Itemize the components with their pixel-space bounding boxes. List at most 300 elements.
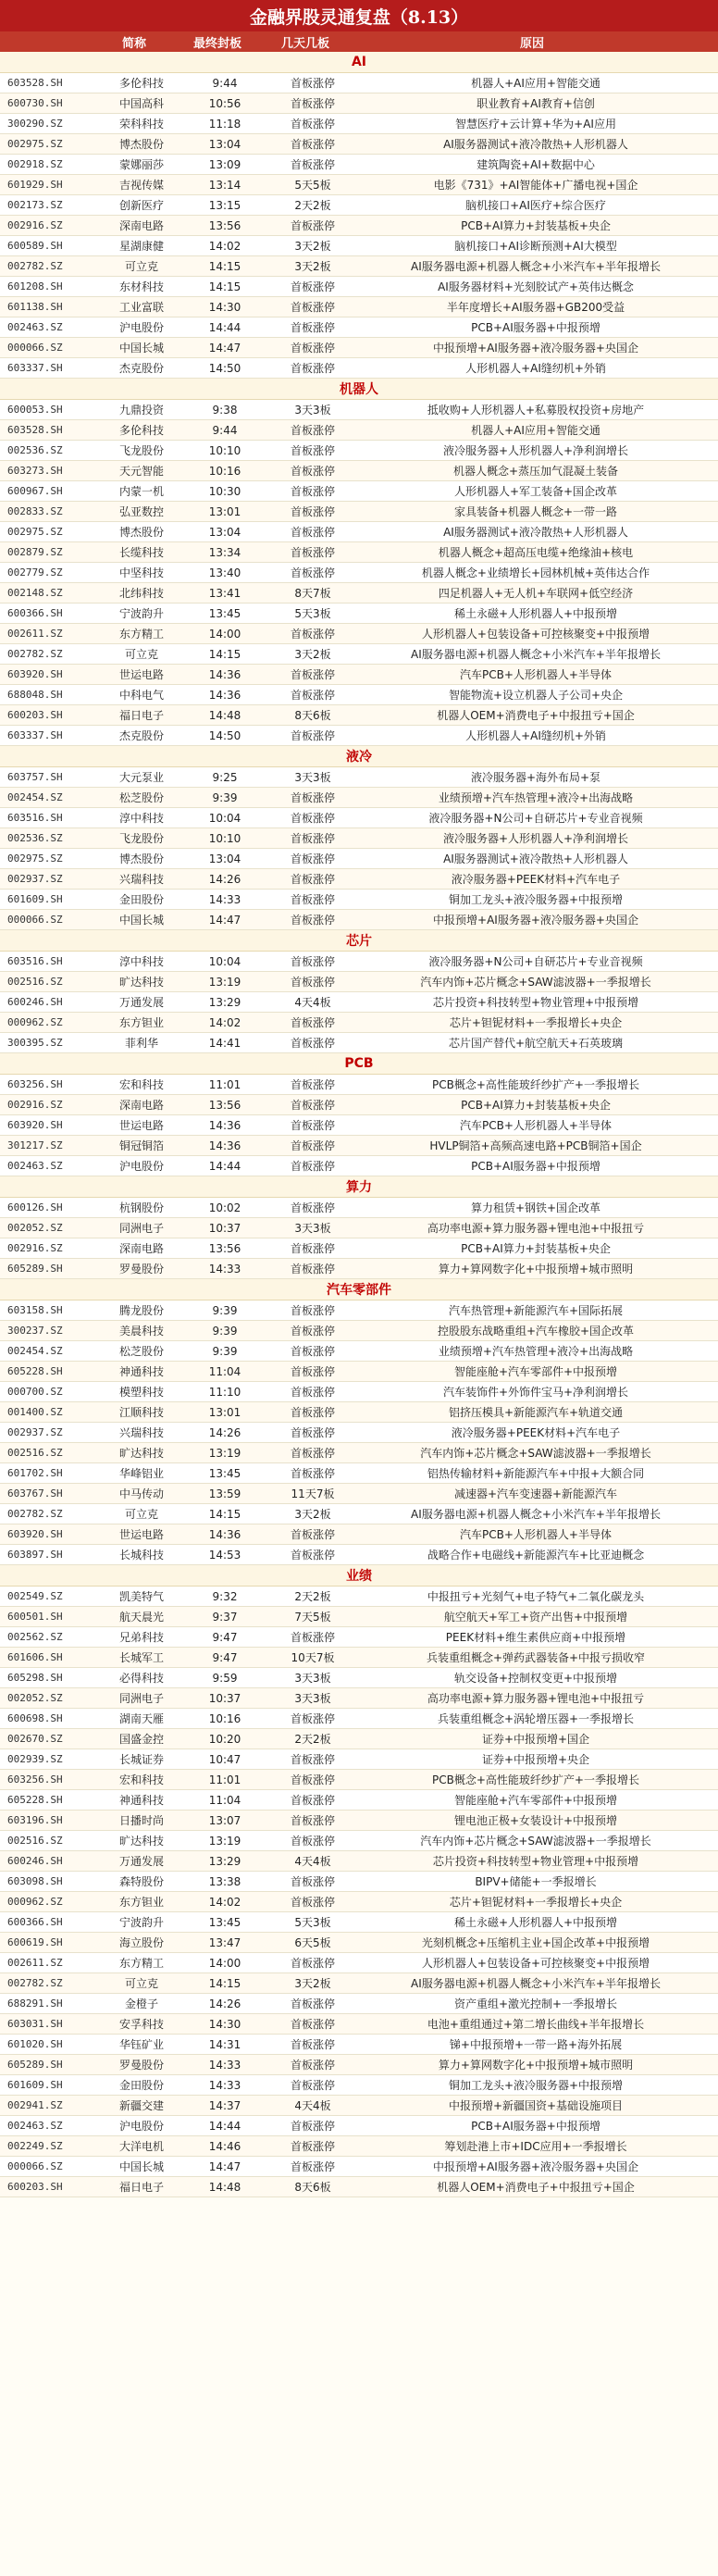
limit-time-cell: 13:45 [208,606,241,620]
stock-name-cell: 中国高科 [118,97,164,110]
board-count-cell: 首板涨停 [290,1325,335,1338]
reason-cell: 液冷服务器+N公司+自研芯片+专业音视频 [428,955,643,968]
table-row [0,195,718,216]
table-row [0,665,718,685]
reason-cell: 四足机器人+无人机+车联网+低空经济 [438,587,634,600]
table-row [0,317,718,338]
table-row [0,2035,718,2055]
limit-time-cell: 13:29 [208,1854,241,1868]
reason-cell: 稀土永磁+人形机器人+中报预增 [453,1916,618,1929]
board-count-cell: 首板涨停 [290,505,335,518]
board-count-cell: 8天7板 [294,587,331,600]
limit-time-cell: 11:10 [208,1385,241,1399]
board-count-cell: 2天2板 [294,1590,331,1603]
stock-code-cell: 601609.SH [7,893,63,905]
stock-name-cell: 中坚科技 [118,566,164,579]
limit-time-cell: 13:56 [208,218,241,232]
stock-code-cell: 000066.SZ [7,2160,63,2172]
reason-cell: 中报扭亏+光刻气+电子特气+二氧化碳龙头 [427,1590,645,1603]
page-title: 金融界股灵通复盘（8.13） [0,0,718,31]
board-count-cell: 首板涨停 [290,1528,335,1541]
board-count-cell: 首板涨停 [290,1814,335,1827]
stock-name-cell: 旷达科技 [118,976,164,989]
limit-time-cell: 11:18 [208,117,241,131]
table-row [0,583,718,604]
table-row [0,788,718,808]
reason-cell: 液冷服务器+人形机器人+净利润增长 [442,832,629,845]
table-row [0,1198,718,1218]
stock-name-cell: 中马传动 [118,1487,164,1500]
board-count-cell: 首板涨停 [290,444,335,457]
table-row [0,1341,718,1362]
limit-time-cell: 13:40 [208,566,241,579]
limit-time-cell: 13:04 [208,525,241,539]
stock-name-cell: 创新医疗 [118,199,164,212]
table-row [0,481,718,502]
stock-name-cell: 兄弟科技 [118,1631,164,1644]
limit-time-cell: 14:02 [208,1015,241,1029]
board-count-cell: 首板涨停 [290,77,335,90]
reason-cell: 汽车内饰+芯片概念+SAW滤波器+一季报增长 [420,976,651,989]
limit-time-cell: 10:10 [208,443,241,457]
section-body [0,1300,718,1565]
reason-cell: 芯片投资+科技转型+物业管理+中报预增 [432,1855,639,1868]
board-count-cell: 首板涨停 [290,955,335,968]
table-row [0,1300,718,1321]
table-row [0,1973,718,1994]
board-count-cell: 5天3板 [294,1916,331,1929]
stock-name-cell: 东方钽业 [118,1896,164,1909]
limit-time-cell: 10:37 [208,1691,241,1705]
board-count-cell: 5天5板 [294,179,331,192]
table-row [0,1851,718,1872]
stock-code-cell: 603516.SH [7,812,63,824]
stock-code-cell: 002173.SZ [7,199,63,211]
stock-code-cell: 000066.SZ [7,342,63,354]
table-row [0,1524,718,1545]
limit-time-cell: 10:16 [208,464,241,478]
stock-name-cell: 宏和科技 [118,1773,164,1786]
section-title: 芯片 [0,930,718,952]
board-count-cell: 3天3板 [294,1222,331,1235]
reason-cell: 职业教育+AI教育+信创 [477,97,595,110]
stock-name-cell: 同洲电子 [118,1222,164,1235]
stock-name-cell: 旷达科技 [118,1447,164,1460]
limit-time-cell: 14:30 [208,2017,241,2031]
board-count-cell: 首板涨停 [290,219,335,232]
stock-name-cell: 必得科技 [118,1672,164,1685]
limit-time-cell: 14:30 [208,300,241,314]
stock-code-cell: 603256.SH [7,1773,63,1786]
stock-code-cell: 002549.SZ [7,1590,63,1602]
stock-name-cell: 金橙子 [124,1997,158,2010]
board-count-cell: 首板涨停 [290,2140,335,2153]
limit-time-cell: 10:30 [208,484,241,498]
limit-time-cell: 14:37 [208,2098,241,2112]
section-body [0,1587,718,2197]
stock-name-cell: 金田股份 [118,2079,164,2092]
reason-cell: 脑机接口+AI诊断预测+AI大模型 [454,240,617,253]
board-count-cell: 首板涨停 [290,1016,335,1029]
table-row [0,644,718,665]
column-header-time: 最终封板 [192,36,241,51]
limit-time-cell: 14:26 [208,872,241,886]
table-row [0,563,718,583]
table-row [0,542,718,563]
stock-code-cell: 002918.SZ [7,158,63,170]
section-title: PCB [0,1053,718,1075]
stock-code-cell: 605289.SH [7,1263,63,1275]
table-row [0,1545,718,1565]
stock-name-cell: 可立克 [124,260,158,273]
limit-time-cell: 9:39 [212,1344,238,1358]
stock-code-cell: 002975.SZ [7,138,63,150]
stock-name-cell: 深南电路 [118,1242,164,1255]
table-row [0,1912,718,1933]
board-count-cell: 10天7板 [291,1651,335,1664]
table-row [0,2116,718,2136]
reason-cell: 战略合作+电磁线+新能源汽车+比亚迪概念 [427,1549,645,1562]
section-body [0,767,718,930]
table-row [0,1321,718,1341]
table-row [0,236,718,256]
table-row [0,1892,718,1912]
reason-cell: 汽车PCB+人形机器人+半导体 [460,1528,612,1541]
reason-cell: 铝热传输材料+新能源汽车+中报+大额合同 [427,1467,645,1480]
reason-cell: 中报预增+AI服务器+液冷服务器+央国企 [433,914,638,927]
board-count-cell: 首板涨停 [290,1099,335,1112]
limit-time-cell: 13:15 [208,198,241,212]
limit-time-cell: 14:53 [208,1548,241,1562]
reason-cell: 芯片+钽铌材料+一季报增长+央企 [449,1016,623,1029]
stock-code-cell: 002779.SZ [7,566,63,579]
stock-code-cell: 002916.SZ [7,1242,63,1254]
table-row [0,808,718,828]
board-count-cell: 首板涨停 [290,465,335,478]
limit-time-cell: 11:04 [208,1793,241,1807]
board-count-cell: 首板涨停 [290,668,335,681]
reason-cell: 液冷服务器+PEEK材料+汽车电子 [451,1426,621,1439]
reason-cell: 光刻机概念+压缩机主业+国企改革+中报预增 [421,1936,650,1949]
table-row [0,1668,718,1688]
stock-code-cell: 002052.SZ [7,1692,63,1704]
table-row [0,1443,718,1463]
stock-name-cell: 宁波韵升 [118,1916,164,1929]
reason-cell: 算力租赁+钢铁+国企改革 [470,1201,601,1214]
column-header-name: 简称 [121,36,146,51]
board-count-cell: 首板涨停 [290,1794,335,1807]
table-row [0,1953,718,1973]
stock-code-cell: 600619.SH [7,1936,63,1948]
board-count-cell: 3天2板 [294,648,331,661]
stock-name-cell: 森特股份 [118,1875,164,1888]
limit-time-cell: 9:39 [212,1324,238,1338]
board-count-cell: 首板涨停 [290,158,335,171]
stock-name-cell: 长城证券 [118,1753,164,1766]
stock-code-cell: 300395.SZ [7,1037,63,1049]
reason-cell: 液冷服务器+PEEK材料+汽车电子 [451,873,621,886]
stock-name-cell: 东方精工 [118,1957,164,1970]
reason-cell: 芯片国产替代+航空航天+石英玻璃 [448,1037,624,1050]
board-count-cell: 2天2板 [294,199,331,212]
reason-cell: 芯片投资+科技转型+物业管理+中报预增 [432,996,639,1009]
stock-name-cell: 东材科技 [118,280,164,293]
limit-time-cell: 14:02 [208,1895,241,1909]
section-title: 业绩 [0,1565,718,1587]
board-count-cell: 首板涨停 [290,485,335,498]
table-row [0,972,718,992]
limit-time-cell: 11:01 [208,1773,241,1786]
board-count-cell: 首板涨停 [290,1426,335,1439]
board-count-cell: 7天5板 [294,1611,331,1624]
reason-cell: 证券+中报预增+央企 [481,1753,590,1766]
reason-cell: AI服务器电源+机器人概念+小米汽车+半年报增长 [411,260,661,273]
reason-cell: 中报预增+AI服务器+液冷服务器+央国企 [433,342,638,355]
table-row [0,1709,718,1729]
stock-code-cell: 601138.SH [7,301,63,313]
stock-name-cell: 可立克 [124,1977,158,1990]
limit-time-cell: 10:02 [208,1201,241,1214]
board-count-cell: 4天4板 [294,1855,331,1868]
reason-cell: 人形机器人+包装设备+可控核聚变+中报预增 [421,628,650,641]
stock-code-cell: 605228.SH [7,1365,63,1377]
table-row [0,297,718,317]
table-row [0,1811,718,1831]
stock-code-cell: 002833.SZ [7,505,63,517]
stock-name-cell: 宁波韵升 [118,607,164,620]
reason-cell: AI服务器测试+液冷散热+人形机器人 [443,526,628,539]
board-count-cell: 首板涨停 [290,914,335,927]
reason-cell: 中报预增+新疆国资+基础设施项目 [448,2099,624,2112]
table-row [0,114,718,134]
table-row [0,441,718,461]
stock-name-cell: 菲利华 [124,1037,158,1050]
board-count-cell: 首板涨停 [290,1835,335,1848]
reason-cell: PCB+AI算力+封装基板+央企 [461,1242,611,1255]
stock-name-cell: 华钰矿业 [118,2038,164,2051]
reason-cell: 半年度增长+AI服务器+GB200受益 [446,301,625,314]
stock-code-cell: 603256.SH [7,1078,63,1090]
board-count-cell: 4天4板 [294,2099,331,2112]
board-count-cell: 3天2板 [294,1977,331,1990]
table-row [0,1156,718,1176]
section-title: 液冷 [0,746,718,767]
table-row [0,1218,718,1238]
section-title: 算力 [0,1176,718,1198]
table-row [0,1790,718,1811]
reason-cell: 汽车PCB+人形机器人+半导体 [460,1119,612,1132]
section-title: 机器人 [0,379,718,400]
stock-name-cell: 罗曼股份 [118,1263,164,1276]
board-count-cell: 首板涨停 [290,342,335,355]
board-count-cell: 首板涨停 [290,1304,335,1317]
limit-time-cell: 10:04 [208,954,241,968]
limit-time-cell: 14:36 [208,667,241,681]
reason-cell: 机器人+AI应用+智能交通 [471,424,600,437]
reason-cell: 人形机器人+AI缝纫机+外销 [465,362,606,375]
reason-cell: PCB概念+高性能玻纤纱扩产+一季报增长 [432,1078,639,1091]
board-count-cell: 首板涨停 [290,1160,335,1173]
stock-name-cell: 九鼎投资 [118,404,164,417]
board-count-cell: 首板涨停 [290,2038,335,2051]
stock-name-cell: 工业富联 [118,301,164,314]
table-row [0,1994,718,2014]
limit-time-cell: 13:29 [208,995,241,1009]
board-count-cell: 首板涨停 [290,1467,335,1480]
section-body [0,400,718,746]
table-row [0,338,718,358]
reason-cell: 汽车热管理+新能源汽车+国际拓展 [448,1304,624,1317]
reason-cell: 轨交设备+控制权变更+中报预增 [453,1672,618,1685]
reason-cell: 电池+重组通过+第二增长曲线+半年报增长 [427,2018,645,2031]
limit-time-cell: 13:14 [208,178,241,192]
reason-cell: BIPV+储能+一季报增长 [475,1875,597,1888]
stock-name-cell: 内蒙一机 [118,485,164,498]
stock-name-cell: 华峰铝业 [118,1467,164,1480]
board-count-cell: 首板涨停 [290,1365,335,1378]
stock-name-cell: 中科电气 [118,689,164,702]
board-count-cell: 首板涨停 [290,2160,335,2173]
column-header-board: 几天几板 [280,36,329,51]
reason-cell: 家具装备+机器人概念+一带一路 [453,505,618,518]
table-row [0,400,718,420]
reason-cell: HVLP铜箔+高频高速电路+PCB铜箔+国企 [429,1139,642,1152]
limit-time-cell: 9:25 [212,770,238,784]
stock-name-cell: 星湖康健 [118,240,164,253]
limit-time-cell: 14:48 [208,2180,241,2194]
board-count-cell: 3天3板 [294,404,331,417]
limit-time-cell: 14:50 [208,728,241,742]
stock-name-cell: 松芝股份 [118,1345,164,1358]
stock-code-cell: 002975.SZ [7,852,63,865]
reason-cell: 高功率电源+算力服务器+锂电池+中报扭亏 [427,1222,645,1235]
stock-code-cell: 002916.SZ [7,219,63,231]
reason-cell: 智慧医疗+云计算+华为+AI应用 [455,118,616,131]
limit-time-cell: 14:15 [208,1507,241,1521]
limit-time-cell: 11:04 [208,1364,241,1378]
stock-name-cell: 天元智能 [118,465,164,478]
section-body [0,952,718,1053]
stock-name-cell: 日播时尚 [118,1814,164,1827]
board-count-cell: 首板涨停 [290,791,335,804]
limit-time-cell: 14:02 [208,239,241,253]
limit-time-cell: 14:44 [208,2119,241,2133]
stock-code-cell: 002975.SZ [7,526,63,538]
stock-code-cell: 603273.SH [7,465,63,477]
reason-cell: PCB+AI服务器+中报预增 [471,2120,600,2133]
limit-time-cell: 14:36 [208,1527,241,1541]
stock-name-cell: 同洲电子 [118,1692,164,1705]
stock-code-cell: 002941.SZ [7,2099,63,2111]
board-count-cell: 首板涨停 [290,138,335,151]
stock-name-cell: 凯美特气 [118,1590,164,1603]
stock-name-cell: 杭钢股份 [118,1201,164,1214]
table-row [0,1095,718,1115]
reason-cell: 航空航天+军工+资产出售+中报预增 [443,1611,628,1624]
reason-cell: 汽车装饰件+外饰件宝马+净利润增长 [442,1386,629,1399]
reason-cell: 铜加工龙头+液冷服务器+中报预增 [448,893,624,906]
stock-code-cell: 603920.SH [7,1119,63,1131]
table-row [0,726,718,746]
table-row [0,2157,718,2177]
stock-name-cell: 兴瑞科技 [118,873,164,886]
stock-code-cell: 603337.SH [7,362,63,374]
limit-time-cell: 14:15 [208,280,241,293]
stock-code-cell: 000700.SZ [7,1386,63,1398]
board-count-cell: 首板涨停 [290,2079,335,2092]
limit-time-cell: 14:47 [208,341,241,355]
stock-name-cell: 湖南天雁 [118,1712,164,1725]
table-row [0,910,718,930]
reason-cell: 机器人OEM+消费电子+中报扭亏+国企 [437,2181,635,2194]
board-count-cell: 2天2板 [294,1733,331,1746]
stock-name-cell: 安孚科技 [118,2018,164,2031]
section-title: 汽车零部件 [0,1279,718,1300]
section-body [0,73,718,379]
stock-code-cell: 002536.SZ [7,832,63,844]
board-count-cell: 首板涨停 [290,1037,335,1050]
board-count-cell: 3天3板 [294,1692,331,1705]
stock-name-cell: 多伦科技 [118,424,164,437]
limit-time-cell: 13:09 [208,157,241,171]
board-count-cell: 3天3板 [294,1672,331,1685]
stock-name-cell: 模塑科技 [118,1386,164,1399]
board-count-cell: 首板涨停 [290,729,335,742]
stock-name-cell: 松芝股份 [118,791,164,804]
limit-time-cell: 14:47 [208,2159,241,2173]
table-row [0,890,718,910]
limit-time-cell: 13:07 [208,1813,241,1827]
stock-name-cell: 长缆科技 [118,546,164,559]
limit-time-cell: 9:39 [212,1303,238,1317]
stock-code-cell: 688291.SH [7,1997,63,2010]
board-count-cell: 首板涨停 [290,118,335,131]
reason-cell: 机器人OEM+消费电子+中报扭亏+国企 [437,709,635,722]
stock-code-cell: 600053.SH [7,404,63,416]
reason-cell: AI服务器电源+机器人概念+小米汽车+半年报增长 [411,1508,661,1521]
reason-cell: 人形机器人+AI缝纫机+外销 [465,729,606,742]
table-row [0,1688,718,1709]
table-row [0,1484,718,1504]
board-count-cell: 首板涨停 [290,832,335,845]
table-row [0,358,718,379]
limit-time-cell: 14:26 [208,1997,241,2010]
stock-name-cell: 东方精工 [118,628,164,641]
table-row [0,1115,718,1136]
stock-code-cell: 600501.SH [7,1611,63,1623]
board-count-cell: 首板涨停 [290,1078,335,1091]
limit-time-cell: 10:47 [208,1752,241,1766]
stock-code-cell: 601929.SH [7,179,63,191]
reason-cell: 脑机接口+AI医疗+综合医疗 [465,199,606,212]
reason-cell: 锂电池正极+女装设计+中报预增 [453,1814,618,1827]
limit-time-cell: 9:47 [212,1650,238,1664]
stock-name-cell: 淳中科技 [118,812,164,825]
board-count-cell: 5天3板 [294,607,331,620]
table-row [0,1463,718,1484]
stock-code-cell: 002939.SZ [7,1753,63,1765]
board-count-cell: 首板涨停 [290,1631,335,1644]
stock-name-cell: 金田股份 [118,893,164,906]
stock-code-cell: 002562.SZ [7,1631,63,1643]
reason-cell: AI服务器测试+液冷散热+人形机器人 [443,138,628,151]
table-row [0,1423,718,1443]
reason-cell: 人形机器人+包装设备+可控核聚变+中报预增 [421,1957,650,1970]
stock-name-cell: 飞龙股份 [118,832,164,845]
reason-cell: 兵装重组概念+涡轮增压器+一季报增长 [437,1712,635,1725]
limit-time-cell: 14:44 [208,320,241,334]
reason-cell: 业绩预增+汽车热管理+液冷+出海战略 [438,791,634,804]
